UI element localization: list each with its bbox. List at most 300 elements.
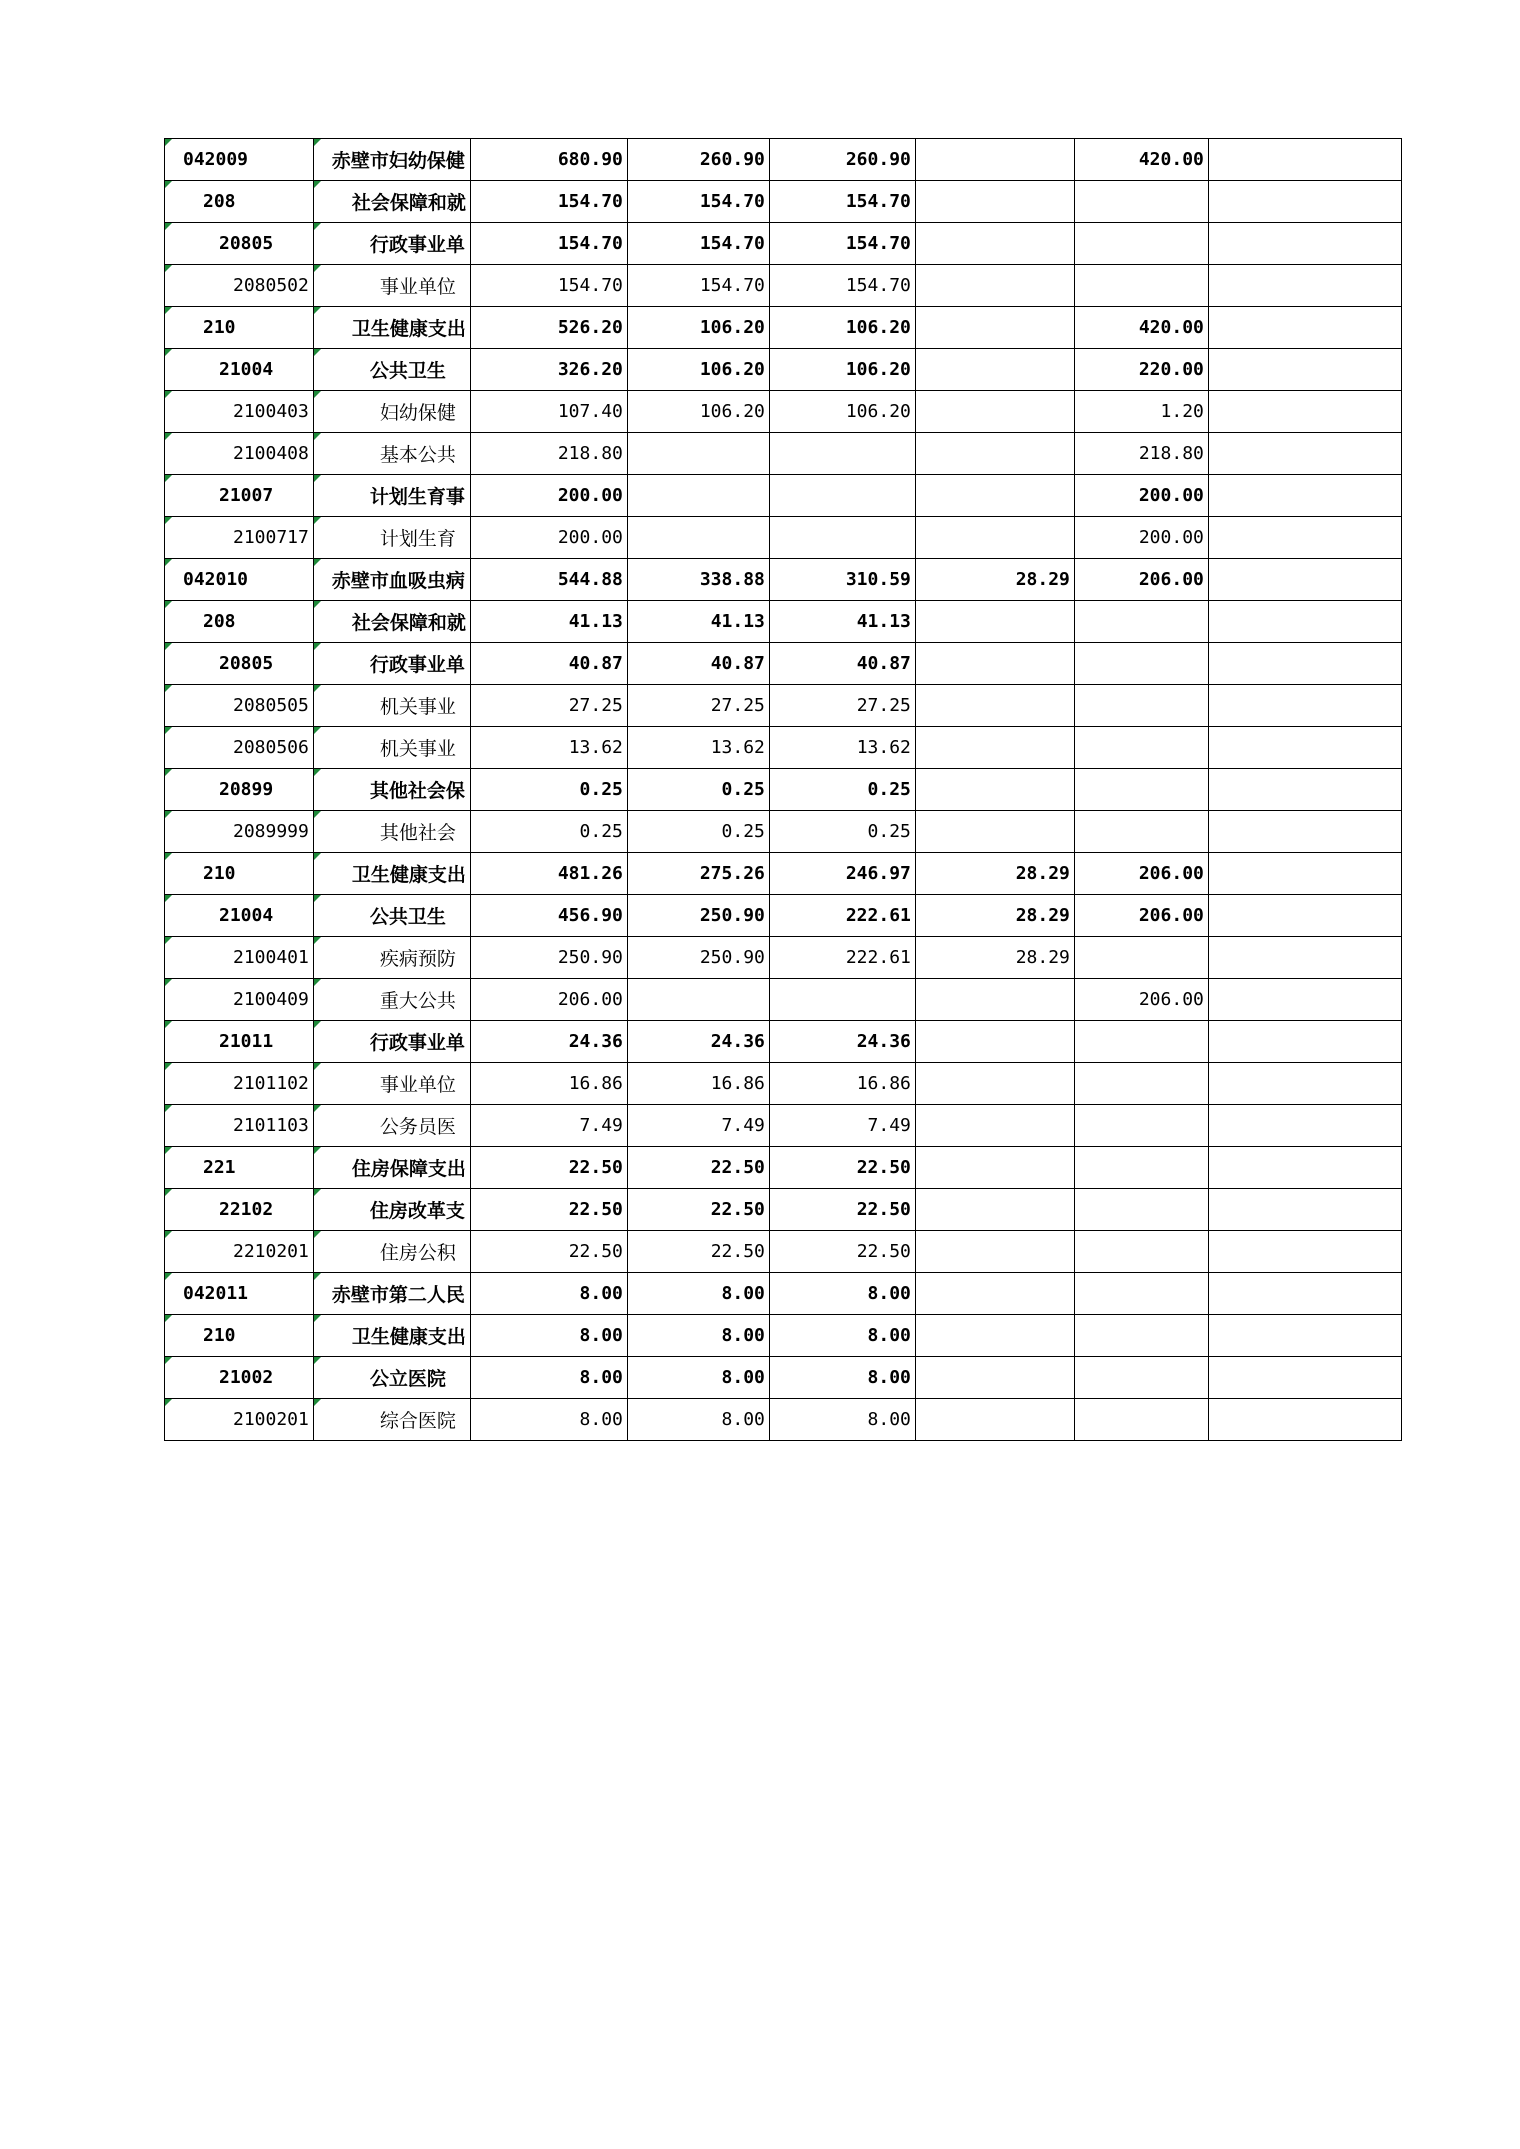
col1-cell[interactable] [627, 601, 769, 643]
col3-cell[interactable] [915, 139, 1074, 181]
name-cell[interactable] [313, 391, 470, 433]
col1-cell[interactable] [627, 1147, 769, 1189]
total-cell[interactable] [470, 769, 627, 811]
col4-cell[interactable] [1074, 139, 1208, 181]
name-cell[interactable] [313, 895, 470, 937]
cell-marker-icon [314, 643, 321, 650]
code-cell[interactable] [165, 643, 314, 685]
cell-marker-icon [314, 1399, 321, 1406]
total-cell[interactable] [470, 685, 627, 727]
cell-marker-icon [165, 307, 172, 314]
col4-cell[interactable] [1074, 223, 1208, 265]
cell-marker-icon [165, 1105, 172, 1112]
col4-cell[interactable] [1074, 307, 1208, 349]
cell-marker-icon [165, 1063, 172, 1070]
col2-cell[interactable] [769, 181, 915, 223]
col3-cell[interactable] [915, 181, 1074, 223]
total-cell[interactable] [470, 1063, 627, 1105]
col1-cell[interactable] [627, 433, 769, 475]
name-text: 行政事业单 [369, 1032, 465, 1054]
col5-cell[interactable] [1208, 769, 1401, 811]
col2-cell[interactable] [769, 559, 915, 601]
col2-cell[interactable] [769, 265, 915, 307]
code-cell[interactable] [165, 517, 314, 559]
name-cell[interactable] [313, 517, 470, 559]
name-cell[interactable] [313, 265, 470, 307]
code-text: 042011 [183, 1283, 249, 1304]
col4-text: 420.00 [1138, 149, 1204, 170]
col5-cell[interactable] [1208, 937, 1401, 979]
name-cell[interactable] [313, 475, 470, 517]
code-text: 20899 [219, 779, 274, 800]
col5-cell[interactable] [1208, 979, 1401, 1021]
col2-cell[interactable] [769, 1063, 915, 1105]
col5-cell[interactable] [1208, 1399, 1401, 1441]
name-cell[interactable] [313, 979, 470, 1021]
name-cell[interactable] [313, 685, 470, 727]
total-text: 544.88 [557, 569, 623, 590]
cell-marker-icon [165, 601, 172, 608]
col1-cell[interactable] [627, 643, 769, 685]
code-cell[interactable] [165, 265, 314, 307]
name-cell[interactable] [313, 433, 470, 475]
col2-cell[interactable] [769, 1315, 915, 1357]
name-cell[interactable] [313, 769, 470, 811]
table-row [165, 349, 1402, 391]
name-cell[interactable] [313, 559, 470, 601]
col4-cell[interactable] [1074, 1105, 1208, 1147]
col3-cell[interactable] [915, 433, 1074, 475]
col4-cell[interactable] [1074, 1273, 1208, 1315]
cell-marker-icon [165, 517, 172, 524]
col1-cell[interactable] [627, 1105, 769, 1147]
col1-text: 8.00 [721, 1325, 765, 1346]
col3-cell[interactable] [915, 643, 1074, 685]
total-cell[interactable] [470, 1189, 627, 1231]
col1-cell[interactable] [627, 1315, 769, 1357]
total-cell[interactable] [470, 1105, 627, 1147]
total-cell[interactable] [470, 853, 627, 895]
col1-cell[interactable] [627, 1189, 769, 1231]
col5-cell[interactable] [1208, 727, 1401, 769]
total-cell[interactable] [470, 1315, 627, 1357]
col1-cell[interactable] [627, 1357, 769, 1399]
cell-marker-icon [314, 895, 321, 902]
total-cell[interactable] [470, 517, 627, 559]
col1-cell[interactable] [627, 853, 769, 895]
total-cell[interactable] [470, 1147, 627, 1189]
total-cell[interactable] [470, 727, 627, 769]
table-row [165, 853, 1402, 895]
name-cell[interactable] [313, 349, 470, 391]
col5-cell[interactable] [1208, 601, 1401, 643]
col1-cell[interactable] [627, 1399, 769, 1441]
col1-cell[interactable] [627, 1063, 769, 1105]
col1-cell[interactable] [627, 769, 769, 811]
total-cell[interactable] [470, 265, 627, 307]
col4-cell[interactable] [1074, 1189, 1208, 1231]
col2-cell[interactable] [769, 601, 915, 643]
code-cell[interactable] [165, 811, 314, 853]
cell-marker-icon [165, 1273, 172, 1280]
name-text: 住房公积 [379, 1242, 456, 1264]
col2-text: 27.25 [856, 695, 911, 716]
col3-cell[interactable] [915, 1315, 1074, 1357]
total-cell[interactable] [470, 475, 627, 517]
col2-cell[interactable] [769, 1273, 915, 1315]
col1-cell[interactable] [627, 559, 769, 601]
col1-cell[interactable] [627, 979, 769, 1021]
name-cell[interactable] [313, 853, 470, 895]
code-cell[interactable] [165, 181, 314, 223]
cell-marker-icon [165, 895, 172, 902]
col3-cell[interactable] [915, 1231, 1074, 1273]
col4-cell[interactable] [1074, 1357, 1208, 1399]
col5-cell[interactable] [1208, 1189, 1401, 1231]
col4-text: 1.20 [1160, 401, 1204, 422]
col4-cell[interactable] [1074, 265, 1208, 307]
code-cell[interactable] [165, 1021, 314, 1063]
col5-cell[interactable] [1208, 223, 1401, 265]
col2-text: 22.50 [856, 1199, 911, 1220]
col2-cell[interactable] [769, 517, 915, 559]
name-text: 行政事业单 [369, 234, 465, 256]
col4-cell[interactable] [1074, 601, 1208, 643]
col3-cell[interactable] [915, 517, 1074, 559]
name-cell[interactable] [313, 1231, 470, 1273]
name-cell[interactable] [313, 1189, 470, 1231]
col2-text: 22.50 [856, 1241, 911, 1262]
table-row [165, 895, 1402, 937]
col1-cell[interactable] [627, 685, 769, 727]
col5-cell[interactable] [1208, 685, 1401, 727]
col2-text: 22.50 [856, 1157, 911, 1178]
col3-cell[interactable] [915, 601, 1074, 643]
col1-cell[interactable] [627, 307, 769, 349]
cell-marker-icon [314, 433, 321, 440]
col2-cell[interactable] [769, 769, 915, 811]
name-cell[interactable] [313, 937, 470, 979]
col2-cell[interactable] [769, 1357, 915, 1399]
name-cell[interactable] [313, 811, 470, 853]
col3-cell[interactable] [915, 685, 1074, 727]
col5-cell[interactable] [1208, 1231, 1401, 1273]
name-cell[interactable] [313, 223, 470, 265]
col2-cell[interactable] [769, 1147, 915, 1189]
total-cell[interactable] [470, 895, 627, 937]
col4-cell[interactable] [1074, 1147, 1208, 1189]
col2-cell[interactable] [769, 727, 915, 769]
col5-cell[interactable] [1208, 1021, 1401, 1063]
col1-text: 13.62 [710, 737, 765, 758]
col2-text: 40.87 [856, 653, 911, 674]
col4-cell[interactable] [1074, 181, 1208, 223]
col4-cell[interactable] [1074, 433, 1208, 475]
cell-marker-icon [165, 1231, 172, 1238]
name-cell[interactable] [313, 181, 470, 223]
col1-cell[interactable] [627, 223, 769, 265]
code-cell[interactable] [165, 601, 314, 643]
total-cell[interactable] [470, 979, 627, 1021]
col5-cell[interactable] [1208, 433, 1401, 475]
col4-text: 218.80 [1138, 443, 1204, 464]
col4-cell[interactable] [1074, 769, 1208, 811]
cell-marker-icon [165, 181, 172, 188]
col5-cell[interactable] [1208, 1315, 1401, 1357]
table-row [165, 643, 1402, 685]
col1-text: 40.87 [710, 653, 765, 674]
col5-cell[interactable] [1208, 1105, 1401, 1147]
col1-cell[interactable] [627, 1273, 769, 1315]
col3-cell[interactable] [915, 1189, 1074, 1231]
cell-marker-icon [165, 139, 172, 146]
col4-cell[interactable] [1074, 517, 1208, 559]
total-cell[interactable] [470, 433, 627, 475]
code-cell[interactable] [165, 685, 314, 727]
total-cell[interactable] [470, 181, 627, 223]
col4-cell[interactable] [1074, 853, 1208, 895]
col3-cell[interactable] [915, 391, 1074, 433]
col3-cell[interactable] [915, 1399, 1074, 1441]
col4-cell[interactable] [1074, 1399, 1208, 1441]
col5-cell[interactable] [1208, 181, 1401, 223]
name-cell[interactable] [313, 1273, 470, 1315]
col1-cell[interactable] [627, 811, 769, 853]
col1-cell[interactable] [627, 1231, 769, 1273]
col1-cell[interactable] [627, 937, 769, 979]
col4-cell[interactable] [1074, 1231, 1208, 1273]
code-cell[interactable] [165, 937, 314, 979]
total-cell[interactable] [470, 1021, 627, 1063]
col2-cell[interactable] [769, 1231, 915, 1273]
col5-cell[interactable] [1208, 1063, 1401, 1105]
name-cell[interactable] [313, 1147, 470, 1189]
total-cell[interactable] [470, 223, 627, 265]
col3-cell[interactable] [915, 853, 1074, 895]
col3-cell[interactable] [915, 223, 1074, 265]
col5-cell[interactable] [1208, 349, 1401, 391]
col2-cell[interactable] [769, 223, 915, 265]
code-cell[interactable] [165, 1147, 314, 1189]
col4-cell[interactable] [1074, 1021, 1208, 1063]
col2-cell[interactable] [769, 1021, 915, 1063]
cell-marker-icon [165, 853, 172, 860]
col1-cell[interactable] [627, 265, 769, 307]
col1-cell[interactable] [627, 1021, 769, 1063]
col2-text: 13.62 [856, 737, 911, 758]
name-cell[interactable] [313, 307, 470, 349]
col3-cell[interactable] [915, 1021, 1074, 1063]
name-text: 公立医院 [369, 1368, 446, 1390]
col5-cell[interactable] [1208, 643, 1401, 685]
col2-text: 154.70 [845, 275, 911, 296]
name-cell[interactable] [313, 727, 470, 769]
col4-cell[interactable] [1074, 559, 1208, 601]
col1-cell[interactable] [627, 895, 769, 937]
col1-cell[interactable] [627, 181, 769, 223]
code-cell[interactable] [165, 433, 314, 475]
code-cell[interactable] [165, 1105, 314, 1147]
col2-cell[interactable] [769, 433, 915, 475]
name-cell[interactable] [313, 643, 470, 685]
col5-cell[interactable] [1208, 307, 1401, 349]
col1-cell[interactable] [627, 475, 769, 517]
code-cell[interactable] [165, 1273, 314, 1315]
col3-cell[interactable] [915, 559, 1074, 601]
col2-cell[interactable] [769, 475, 915, 517]
col5-cell[interactable] [1208, 1273, 1401, 1315]
col4-text: 206.00 [1138, 989, 1204, 1010]
col5-cell[interactable] [1208, 391, 1401, 433]
col3-cell[interactable] [915, 727, 1074, 769]
total-cell[interactable] [470, 391, 627, 433]
col5-cell[interactable] [1208, 895, 1401, 937]
total-cell[interactable] [470, 307, 627, 349]
code-cell[interactable] [165, 391, 314, 433]
name-text: 行政事业单 [369, 654, 465, 676]
name-cell[interactable] [313, 1357, 470, 1399]
col3-cell[interactable] [915, 1273, 1074, 1315]
col2-cell[interactable] [769, 853, 915, 895]
col2-cell[interactable] [769, 349, 915, 391]
col5-cell[interactable] [1208, 1147, 1401, 1189]
cell-marker-icon [165, 433, 172, 440]
code-cell[interactable] [165, 307, 314, 349]
name-cell[interactable] [313, 1399, 470, 1441]
col4-cell[interactable] [1074, 643, 1208, 685]
col1-cell[interactable] [627, 391, 769, 433]
total-cell[interactable] [470, 1273, 627, 1315]
name-cell[interactable] [313, 1315, 470, 1357]
code-text: 042009 [183, 149, 249, 170]
code-cell[interactable] [165, 1189, 314, 1231]
code-cell[interactable] [165, 139, 314, 181]
col2-cell[interactable] [769, 937, 915, 979]
col2-cell[interactable] [769, 391, 915, 433]
col4-cell[interactable] [1074, 727, 1208, 769]
code-cell[interactable] [165, 1357, 314, 1399]
col4-cell[interactable] [1074, 895, 1208, 937]
code-cell[interactable] [165, 223, 314, 265]
code-cell[interactable] [165, 1063, 314, 1105]
col1-cell[interactable] [627, 727, 769, 769]
col4-cell[interactable] [1074, 685, 1208, 727]
code-cell[interactable] [165, 349, 314, 391]
total-cell[interactable] [470, 1231, 627, 1273]
col5-cell[interactable] [1208, 853, 1401, 895]
col4-cell[interactable] [1074, 811, 1208, 853]
col3-cell[interactable] [915, 979, 1074, 1021]
col5-cell[interactable] [1208, 1357, 1401, 1399]
col4-cell[interactable] [1074, 1063, 1208, 1105]
col5-cell[interactable] [1208, 517, 1401, 559]
col5-cell[interactable] [1208, 811, 1401, 853]
code-cell[interactable] [165, 1399, 314, 1441]
total-cell[interactable] [470, 139, 627, 181]
name-cell[interactable] [313, 601, 470, 643]
col3-cell[interactable] [915, 1063, 1074, 1105]
col4-cell[interactable] [1074, 1315, 1208, 1357]
total-cell[interactable] [470, 349, 627, 391]
name-cell[interactable] [313, 139, 470, 181]
cell-marker-icon [165, 349, 172, 356]
col3-cell[interactable] [915, 265, 1074, 307]
col3-cell[interactable] [915, 895, 1074, 937]
col1-cell[interactable] [627, 349, 769, 391]
total-cell[interactable] [470, 601, 627, 643]
col2-cell[interactable] [769, 643, 915, 685]
col2-cell[interactable] [769, 307, 915, 349]
total-cell[interactable] [470, 1399, 627, 1441]
name-cell[interactable] [313, 1105, 470, 1147]
col4-cell[interactable] [1074, 937, 1208, 979]
col3-cell[interactable] [915, 349, 1074, 391]
col5-cell[interactable] [1208, 265, 1401, 307]
code-cell[interactable] [165, 727, 314, 769]
col2-cell[interactable] [769, 1189, 915, 1231]
col3-cell[interactable] [915, 1105, 1074, 1147]
code-cell[interactable] [165, 895, 314, 937]
code-text: 208 [203, 191, 236, 212]
table-row [165, 1399, 1402, 1441]
total-cell[interactable] [470, 1357, 627, 1399]
col3-cell[interactable] [915, 1147, 1074, 1189]
col4-cell[interactable] [1074, 475, 1208, 517]
col3-cell[interactable] [915, 1357, 1074, 1399]
total-cell[interactable] [470, 559, 627, 601]
col3-cell[interactable] [915, 475, 1074, 517]
code-cell[interactable] [165, 769, 314, 811]
col2-cell[interactable] [769, 895, 915, 937]
col2-cell[interactable] [769, 139, 915, 181]
col2-text: 260.90 [845, 149, 911, 170]
col2-cell[interactable] [769, 685, 915, 727]
name-cell[interactable] [313, 1021, 470, 1063]
col3-cell[interactable] [915, 307, 1074, 349]
col1-cell[interactable] [627, 517, 769, 559]
col5-cell[interactable] [1208, 559, 1401, 601]
col4-cell[interactable] [1074, 979, 1208, 1021]
code-cell[interactable] [165, 853, 314, 895]
code-cell[interactable] [165, 1231, 314, 1273]
name-text: 社会保障和就 [351, 192, 466, 214]
col2-cell[interactable] [769, 979, 915, 1021]
col3-cell[interactable] [915, 811, 1074, 853]
col4-cell[interactable] [1074, 349, 1208, 391]
col5-cell[interactable] [1208, 139, 1401, 181]
budget-table [164, 138, 1402, 1441]
col2-text: 0.25 [867, 779, 911, 800]
col2-cell[interactable] [769, 1105, 915, 1147]
code-cell[interactable] [165, 1315, 314, 1357]
col2-cell[interactable] [769, 1399, 915, 1441]
col1-text: 154.70 [699, 191, 765, 212]
col3-cell[interactable] [915, 937, 1074, 979]
col5-cell[interactable] [1208, 475, 1401, 517]
total-cell[interactable] [470, 643, 627, 685]
total-cell[interactable] [470, 937, 627, 979]
col2-cell[interactable] [769, 811, 915, 853]
col3-cell[interactable] [915, 769, 1074, 811]
col1-cell[interactable] [627, 139, 769, 181]
code-cell[interactable] [165, 979, 314, 1021]
total-cell[interactable] [470, 811, 627, 853]
total-text: 0.25 [579, 779, 623, 800]
name-cell[interactable] [313, 1063, 470, 1105]
code-cell[interactable] [165, 475, 314, 517]
col4-cell[interactable] [1074, 391, 1208, 433]
code-cell[interactable] [165, 559, 314, 601]
